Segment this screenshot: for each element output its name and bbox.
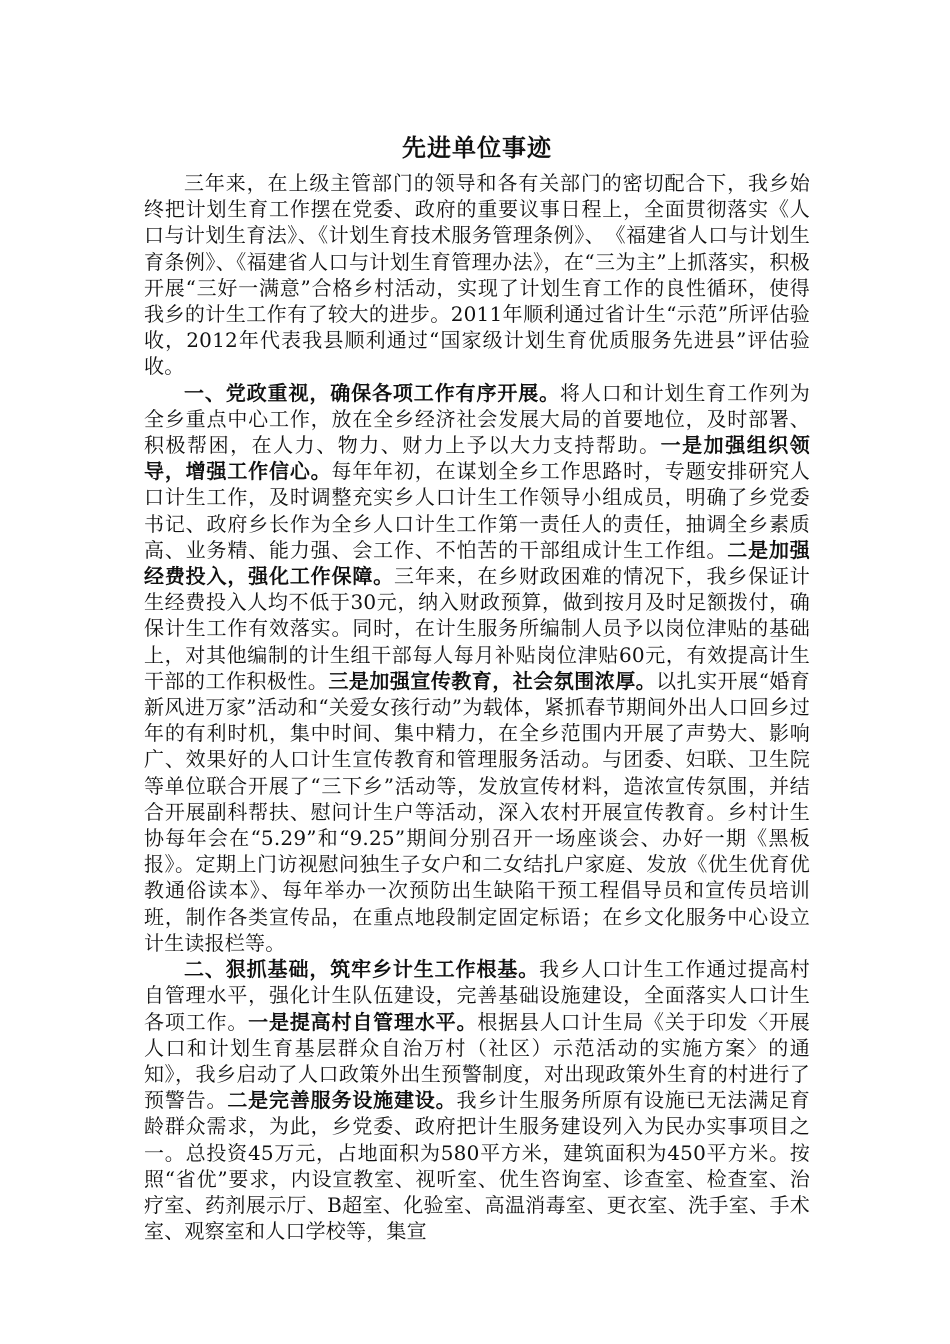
section-two-point-2-text: 我乡计生服务所原有设施已无法满足育龄群众需求，为此，乡党委、政府把计生服务建设列入为民办实事项目之一。总投资45万元，占地面积为580平方米，建筑面积为450平方米。按照“省优”要求，内设宣教室、视听室、优生咨询室、诊查室、检查室、治疗室、药剂展示厅、B超室、化验室、高温消毒室、更衣室、洗手室、手术室、观察室和人口学校等，集宣	[144, 1088, 810, 1244]
section-one-heading: 一、党政重视，确保各项工作有序开展。	[184, 380, 561, 405]
paragraph-section-two	[144, 956, 810, 1244]
section-two-text: 我乡人口计生工作通过提高村自管理水平，强化计生队伍建设，完善基础设施建设，全面落实人口计生各项工作。	[144, 957, 810, 1034]
section-one-point-1-heading: 一是加强组织领导，增强工作信心。	[144, 433, 810, 484]
section-one-point-2-heading: 二是加强经费投入，强化工作保障。	[144, 537, 810, 589]
section-one-text: 将人口和计划生育工作列为全乡重点中心工作，放在全乡经济社会发展大局的首要地位，及时部署、积极帮困，在人力、物力、财力上予以大力支持帮助。	[144, 380, 810, 458]
document-title: 先进单位事迹	[402, 133, 552, 162]
section-two-point-2-heading: 二是完善服务设施建设。	[227, 1088, 457, 1113]
paragraph-section-one	[144, 380, 810, 956]
document-page	[144, 128, 810, 1244]
section-one-point-2-text: 三年来，在乡财政困难的情况下，我乡保证计生经费投入人均不低于30元，纳入财政预算，做到按月及时足额拨付，确保计生工作有效落实。同时，在计生服务所编制人员予以岗位津贴的基础上，对其他编制的计生组干部每人每月补贴岗位津贴60元，有效提高计生干部的工作积极性。	[144, 564, 810, 693]
section-one-point-3-heading: 三是加强宣传教育，社会氛围浓厚。	[328, 668, 657, 693]
section-two-heading: 二、狠抓基础，筑牢乡计生工作根基。	[184, 957, 540, 982]
section-one-point-3-text: 以扎实开展“婚育新风进万家”活动和“关爱女孩行动”为载体，紧抓春节期间外出人口回乡过年的有利时机，集中时间、集中精力，在全乡范围内开展了声势大、影响广、效果好的人口计生宣传教育和管理服务活动。与团委、妇联、卫生院等单位联合开展了“三下乡”活动等，发放宣传材料，造浓宣传氛围，并结合开展副科帮扶、慰问计生户等活动，深入农村开展宣传教育。乡村计生协每年会在“5.29”和“9.25”期间分别召开一场座谈会、办好一期《黑板报》。定期上门访视慰问独生子女户和二女结扎户家庭、发放《优生优育优教通俗读本》、每年举办一次预防出生缺陷干预工程倡导员和宣传员培训班，制作各类宣传品，在重点地段制定固定标语；在乡文化服务中心设立计生读报栏等。	[144, 668, 810, 955]
section-one-point-1-text: 每年年初，在谋划全乡工作思路时，专题安排研究人口计生工作，及时调整充实乡人口计生工作领导小组成员，明确了乡党委书记、政府乡长作为全乡人口计生工作第一责任人的责任，抽调全乡素质高、业务精、能力强、会工作、不怕苦的干部组成计生工作组。	[144, 459, 810, 562]
section-two-point-1-heading: 一是提高村自管理水平。	[248, 1009, 478, 1034]
paragraph-intro	[144, 170, 810, 380]
intro-text: 三年来，在上级主管部门的领导和各有关部门的密切配合下，我乡始终把计划生育工作摆在党委、政府的重要议事日程上，全面贯彻落实《人口与计划生育法》、《计划生育技术服务管理条例》、 《福建省人口与计划生育条例》、《福建省人口与计划生育管理办法》，在“三为主”上抓落实，积极开展“三好一满意”合格乡村活动，实现了计划生育工作的良性循环，使得我乡的计生工作有了较大的进步。2011年顺利通过省计生“示范”所评估验收，2012年代表我县顺利通过“国家级计划生育优质服务先进县”评估验收。	[144, 171, 810, 379]
section-two-point-1-text: 根据县人口计生局《关于印发〈开展人口和计划生育基层群众自治万村（社区）示范活动的实施方案〉的通知》，我乡启动了人口政策外出生预警制度，对出现政策外生育的村进行了预警告。	[144, 1009, 811, 1113]
